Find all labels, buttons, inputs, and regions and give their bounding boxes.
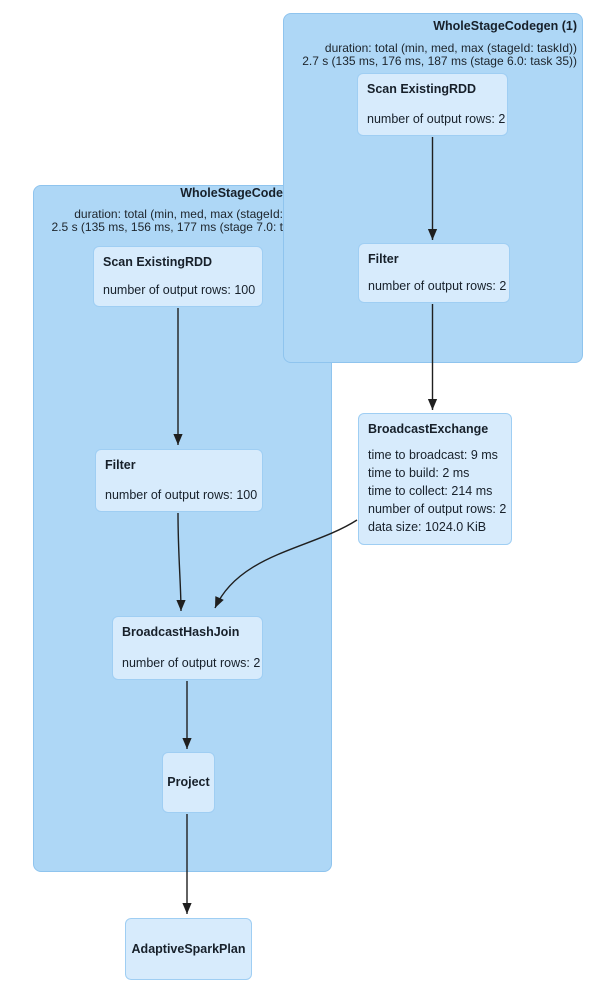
plan-node-broadcast-hash-join[interactable] [112, 616, 263, 680]
plan-node-scan-existingrdd-1[interactable] [357, 73, 508, 136]
node-title: BroadcastHashJoin [122, 625, 240, 639]
node-metric: number of output rows: 100 [105, 488, 258, 502]
node-title: BroadcastExchange [368, 422, 489, 436]
cluster-1-title: WholeStageCodegen (1) [433, 19, 577, 33]
node-metric: time to collect: 214 ms [368, 484, 493, 498]
node-metric: number of output rows: 100 [103, 283, 256, 297]
node-title: AdaptiveSparkPlan [131, 941, 246, 956]
node-title: Scan ExistingRDD [367, 82, 477, 96]
cluster-1-duration-line1: duration: total (min, med, max (stageId: taskId)) [324, 41, 577, 55]
cluster-1-duration-line2: 2.7 s (135 ms, 176 ms, 187 ms (stage 6.0: task 35)) [302, 54, 577, 68]
node-metric: data size: 1024.0 KiB [368, 520, 487, 534]
plan-node-adaptive-spark-plan[interactable] [125, 918, 252, 980]
node-metrics-block [368, 446, 507, 536]
node-metric: number of output rows: 2 [122, 656, 261, 670]
node-title: Filter [368, 252, 399, 266]
plan-node-filter-1[interactable] [358, 243, 510, 303]
plan-node-scan-existingrdd-2[interactable] [93, 246, 263, 307]
node-metric: time to build: 2 ms [368, 466, 470, 480]
node-metric: number of output rows: 2 [367, 112, 506, 126]
plan-node-filter-2[interactable] [95, 449, 263, 512]
cluster-2-duration-line1: duration: total (min, med, max (stageId: [74, 207, 283, 221]
plan-node-project[interactable] [162, 752, 215, 813]
node-title: Filter [105, 458, 136, 472]
cluster-2-title: WholeStageCode [180, 186, 283, 200]
node-title: Project [167, 775, 210, 789]
node-metric: number of output rows: 2 [368, 279, 507, 293]
node-metric: time to broadcast: 9 ms [368, 448, 498, 462]
node-title: Scan ExistingRDD [103, 255, 213, 269]
node-metric: number of output rows: 2 [368, 502, 507, 516]
plan-node-broadcast-exchange[interactable] [358, 413, 512, 545]
cluster-2-duration-line2: 2.5 s (135 ms, 156 ms, 177 ms (stage 7.0: t [51, 220, 283, 234]
